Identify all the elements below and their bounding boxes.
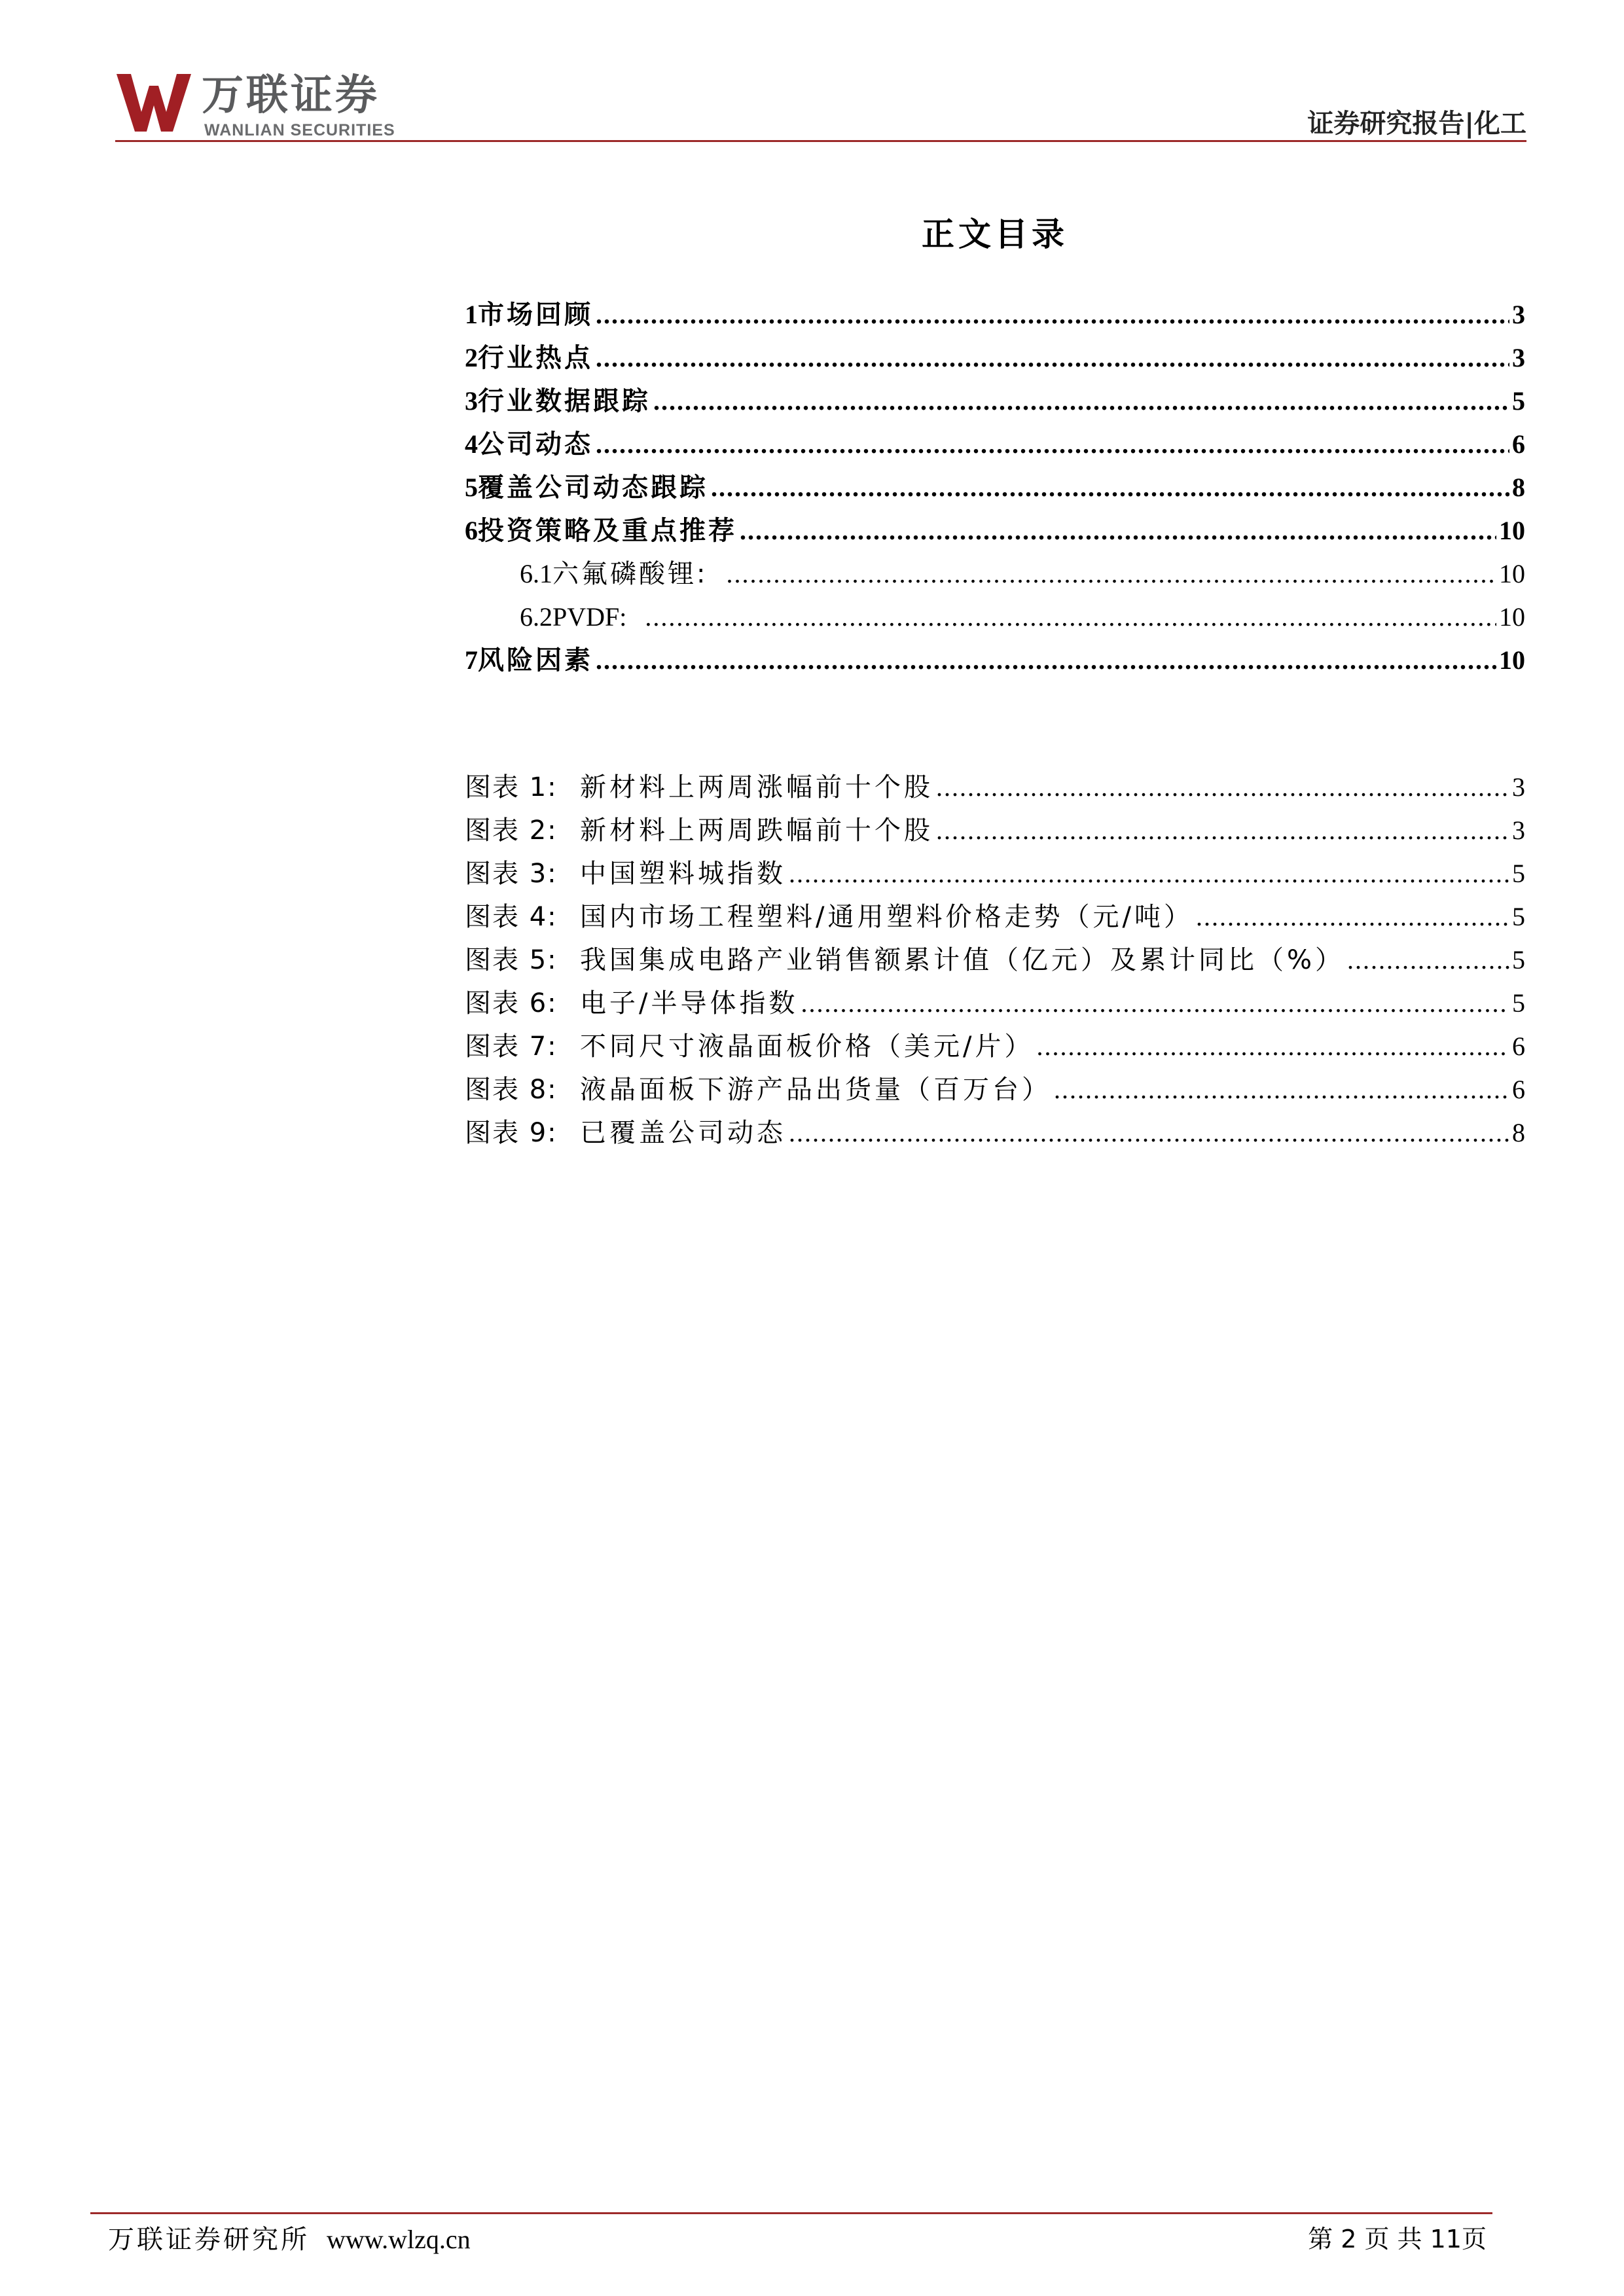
report-type: 证券研究报告|化工: [1307, 109, 1526, 139]
figure-list: [465, 766, 1525, 1155]
logo-text-en: WANLIAN SECURITIES: [204, 121, 395, 139]
toc-title: 正文目录: [922, 215, 1068, 253]
toc-entry[interactable]: 6 投资策略及重点推荐 ..... 10: [465, 509, 1525, 552]
figure-entry[interactable]: 图表 3: 中国塑料城指数 ..... 5: [465, 852, 1525, 895]
table-of-contents: [465, 293, 1525, 682]
footer-divider: [90, 2212, 1492, 2214]
toc-subentry[interactable]: 6.1 六氟磷酸锂: ..... 10: [465, 552, 1525, 596]
page-number: 第 2 页 共 11页: [1308, 2225, 1487, 2253]
toc-subentry[interactable]: 6.2 PVDF: ..... 10: [465, 596, 1525, 639]
toc-entry[interactable]: 2 行业热点 ..... 3: [465, 336, 1525, 380]
footer-org: [108, 2219, 471, 2256]
toc-entry[interactable]: 5 覆盖公司动态跟踪 ..... 8: [465, 466, 1525, 509]
toc-entry[interactable]: 1 市场回顾 ..... 3: [465, 293, 1525, 336]
figure-entry[interactable]: 图表 6: 电子/半导体指数 ..... 5: [465, 982, 1525, 1025]
figure-entry[interactable]: 图表 2: 新材料上两周跌幅前十个股 ..... 3: [465, 809, 1525, 852]
figure-entry[interactable]: 图表 5: 我国集成电路产业销售额累计值（亿元）及累计同比（%） ..... 5: [465, 939, 1525, 982]
toc-entry[interactable]: 7 风险因素 ..... 10: [465, 639, 1525, 682]
figure-entry[interactable]: 图表 1: 新材料上两周涨幅前十个股 ..... 3: [465, 766, 1525, 809]
footer-url[interactable]: www.wlzq.cn: [327, 2225, 471, 2254]
toc-entry[interactable]: 4 公司动态 ..... 6: [465, 423, 1525, 466]
wanlian-logo-icon: [115, 69, 194, 134]
header-divider: [115, 140, 1526, 142]
footer-org-name: 万联证券研究所: [108, 2225, 310, 2255]
figure-entry[interactable]: 图表 7: 不同尺寸液晶面板价格（美元/片） ..... 6: [465, 1025, 1525, 1068]
toc-entry[interactable]: 3 行业数据跟踪 ..... 5: [465, 380, 1525, 423]
figure-entry[interactable]: 图表 8: 液晶面板下游产品出货量（百万台） ..... 6: [465, 1068, 1525, 1111]
page-header: [115, 69, 1526, 141]
figure-entry[interactable]: 图表 4: 国内市场工程塑料/通用塑料价格走势（元/吨） ..... 5: [465, 895, 1525, 939]
figure-entry[interactable]: 图表 9: 已覆盖公司动态 ..... 8: [465, 1111, 1525, 1155]
logo-text-cn: 万联证券: [202, 71, 380, 120]
